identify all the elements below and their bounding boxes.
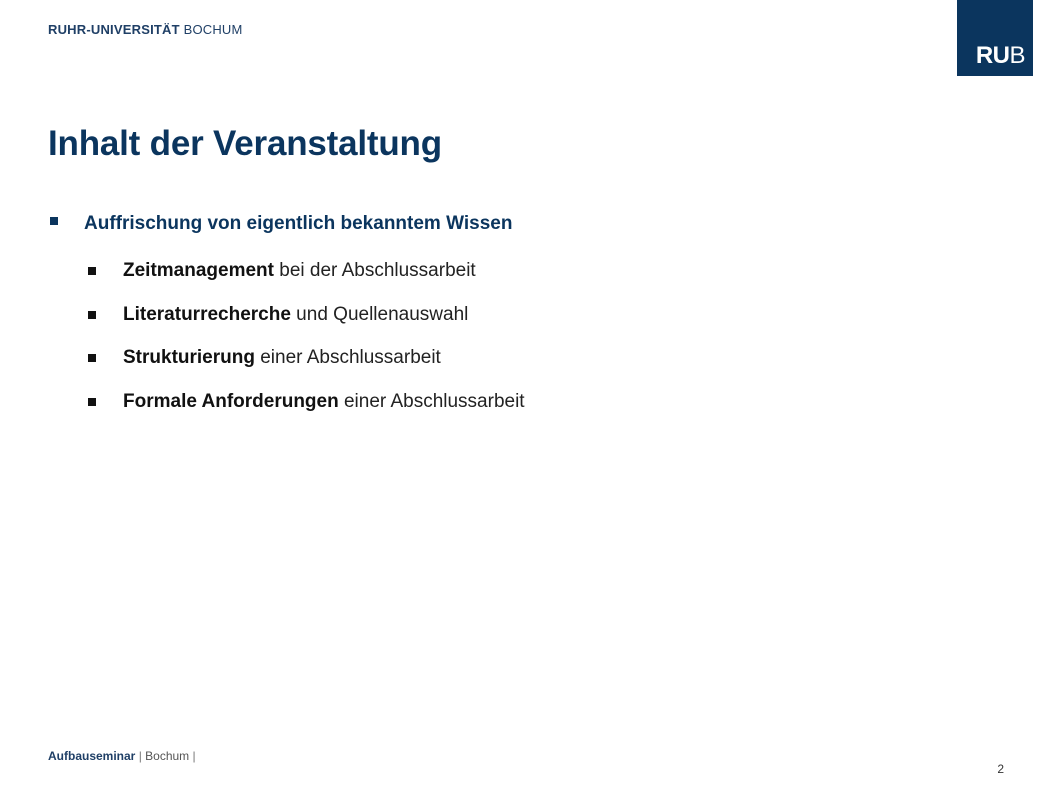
sub-bullet-point [88, 304, 888, 334]
sub-bullet-text [123, 304, 468, 326]
footer-info [48, 749, 196, 763]
sub-bullet-rest: bei der Abschlussarbeit [273, 260, 476, 281]
footer-location: Bochum [145, 749, 190, 763]
sub-bullet-rest: einer Abschlussarbeit [338, 391, 525, 412]
square-bullet-icon [88, 354, 96, 362]
sub-bullet-point [88, 391, 888, 421]
sub-bullet-bold: Literaturrecherche [123, 304, 291, 325]
sub-bullet-point [88, 260, 888, 290]
sub-bullet-text [123, 260, 476, 282]
footer-separator: | [135, 749, 146, 763]
main-bullet-point [50, 213, 850, 243]
sub-bullet-rest: einer Abschlussarbeit [254, 347, 441, 368]
square-bullet-icon [88, 267, 96, 275]
footer-separator: | [189, 749, 196, 763]
sub-bullet-text [123, 391, 525, 413]
square-bullet-icon [50, 217, 58, 225]
sub-bullet-bold: Zeitmanagement [123, 260, 274, 281]
footer-course: Aufbauseminar [48, 749, 136, 763]
square-bullet-icon [88, 398, 96, 406]
sub-bullet-text [123, 347, 441, 369]
page-number: 2 [997, 762, 1004, 776]
main-bullet-text: Auffrischung von eigentlich bekanntem Wissen [84, 213, 513, 234]
square-bullet-icon [88, 311, 96, 319]
sub-bullet-bold: Formale Anforderungen [123, 391, 339, 412]
rub-logo-bold: RU [975, 42, 1010, 69]
rub-logo [957, 0, 1033, 76]
university-name-bold: RUHR-UNIVERSITÄT [48, 22, 180, 37]
rub-logo-light: B [1009, 42, 1025, 69]
sub-bullet-rest: und Quellenauswahl [290, 304, 469, 325]
sub-bullet-point [88, 347, 888, 377]
sub-bullet-bold: Strukturierung [123, 347, 255, 368]
rub-logo-text [976, 42, 1025, 70]
university-name-light: BOCHUM [183, 22, 243, 37]
university-name [48, 22, 243, 37]
slide-title: Inhalt der Veranstaltung [48, 124, 442, 163]
